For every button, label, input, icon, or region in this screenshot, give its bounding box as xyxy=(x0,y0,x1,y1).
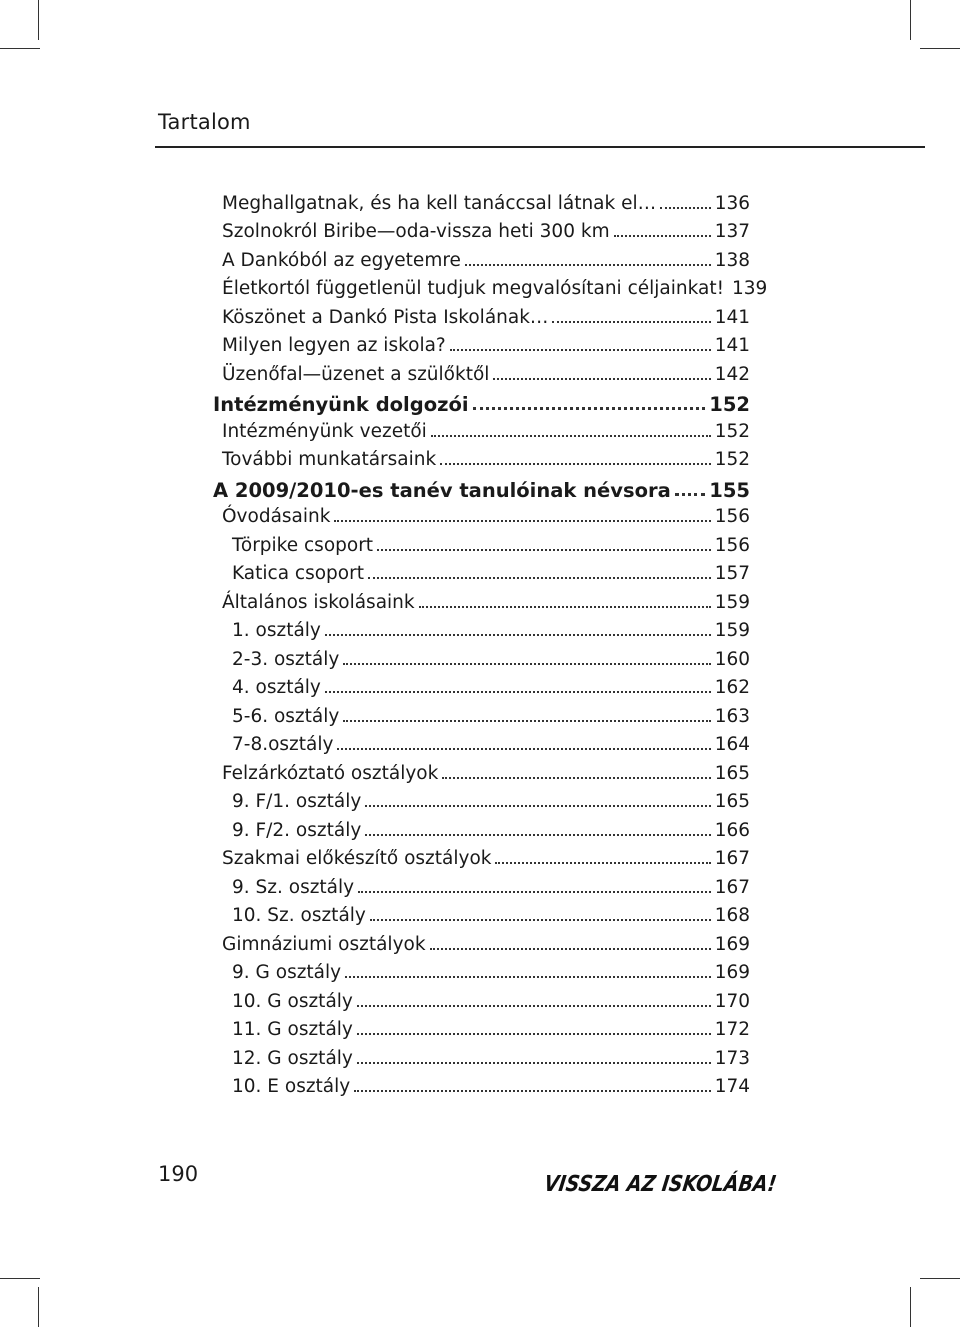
dot-leader xyxy=(495,862,710,864)
toc-entry-title: 4. osztály xyxy=(232,677,321,698)
dot-leader xyxy=(431,435,711,437)
dot-leader xyxy=(325,691,711,693)
dot-leader xyxy=(325,634,711,636)
toc-entry-title: 10. G osztály xyxy=(232,990,353,1012)
dot-leader xyxy=(440,463,710,465)
toc-entry-title: 9. F/1. osztály xyxy=(232,791,362,812)
toc-entry-title: 12. G osztály xyxy=(232,1047,353,1069)
toc-entry-title: Intézményünk dolgozói xyxy=(213,393,469,416)
toc-entry-title: Törpike csoport xyxy=(232,534,374,556)
toc-page-number: 152 xyxy=(709,393,750,416)
toc-entry xyxy=(222,215,750,244)
toc-entry xyxy=(222,414,750,443)
toc-entry xyxy=(232,671,750,700)
toc-entry xyxy=(232,1070,750,1099)
book-logo xyxy=(542,1165,817,1199)
dot-leader xyxy=(430,948,711,950)
toc-entry-title: Általános iskolásaink xyxy=(222,591,415,613)
toc-page-number: 152 xyxy=(714,420,750,442)
toc-page-number: 157 xyxy=(714,563,750,584)
toc-entry xyxy=(222,357,750,386)
dot-leader xyxy=(337,748,710,750)
toc-section xyxy=(213,388,750,417)
dot-leader xyxy=(358,891,711,893)
toc-entry xyxy=(222,842,750,871)
toc-entry xyxy=(222,186,750,215)
dot-leader xyxy=(552,321,710,323)
crop-mark xyxy=(920,1278,960,1279)
toc-entry xyxy=(232,1041,750,1070)
crop-mark xyxy=(0,48,40,49)
toc-entry xyxy=(222,300,750,329)
toc-entry-title: 5-6. osztály xyxy=(232,705,340,727)
crop-mark xyxy=(38,1287,39,1327)
toc-page-number: 166 xyxy=(714,819,750,841)
dot-leader xyxy=(442,777,710,779)
toc-page-number: 142 xyxy=(714,363,750,385)
toc-page-number: 169 xyxy=(714,933,750,955)
toc-entry xyxy=(232,813,750,842)
toc-page-number: 172 xyxy=(714,1019,750,1040)
toc-entry xyxy=(222,585,750,614)
dot-leader xyxy=(465,264,711,266)
book-logo-text: VISSZA AZ ISKOLÁBA! xyxy=(542,1171,817,1197)
toc-entry xyxy=(232,956,750,985)
dot-leader xyxy=(334,520,710,522)
toc-entry-title: Meghallgatnak, és ha kell tanáccsal látnak el… xyxy=(222,192,657,214)
toc-entry xyxy=(222,927,750,956)
toc-page-number: 156 xyxy=(714,506,750,527)
dot-leader xyxy=(365,805,710,807)
toc-entry xyxy=(232,614,750,643)
toc-entry-title: 10. Sz. osztály xyxy=(232,905,366,926)
toc-entry xyxy=(232,642,750,671)
toc-entry-title: Óvodásaink xyxy=(222,506,331,527)
toc-entry-title: 9. Sz. osztály xyxy=(232,876,355,898)
toc-page-number: 167 xyxy=(714,876,750,898)
toc-entry-title: Milyen legyen az iskola? xyxy=(222,335,446,356)
page-header-title: Tartalom xyxy=(158,110,251,134)
toc-entry-title: 10. E osztály xyxy=(232,1076,351,1097)
toc-entry xyxy=(222,500,750,529)
dot-leader xyxy=(368,577,711,579)
toc-entry xyxy=(232,699,750,728)
crop-mark xyxy=(910,1287,911,1327)
toc-page-number: 160 xyxy=(714,648,750,670)
toc-page-number: 138 xyxy=(714,249,750,271)
toc-entry-title: Szolnokról Biribe—oda-vissza heti 300 km xyxy=(222,221,610,242)
toc-entry-title: Gimnáziumi osztályok xyxy=(222,933,426,955)
toc-page-number: 136 xyxy=(714,192,750,214)
toc-entry xyxy=(222,443,750,472)
dot-leader xyxy=(343,663,710,665)
toc-entry xyxy=(222,243,750,272)
toc-entry-title: 7-8.osztály xyxy=(232,734,334,755)
dot-leader xyxy=(614,235,711,237)
dot-leader xyxy=(354,1090,710,1092)
dot-leader xyxy=(345,976,711,978)
toc-entry-title: 11. G osztály xyxy=(232,1019,353,1040)
toc-page-number: 165 xyxy=(714,762,750,784)
toc-section xyxy=(213,473,750,502)
crop-mark xyxy=(38,0,39,40)
toc-entry-title: 9. F/2. osztály xyxy=(232,819,362,841)
dot-leader xyxy=(357,1005,711,1007)
toc-entry-title: Intézményünk vezetői xyxy=(222,420,427,442)
dot-leader xyxy=(357,1062,711,1064)
toc-entry xyxy=(232,1013,750,1042)
toc-entry-title: A 2009/2010-es tanév tanulóinak névsora xyxy=(213,478,671,502)
page-number: 190 xyxy=(158,1162,199,1186)
toc-page-number: 152 xyxy=(714,449,750,470)
toc-page-number: 174 xyxy=(714,1076,750,1097)
toc-entry xyxy=(222,329,750,358)
toc-page-number: 164 xyxy=(714,734,750,755)
toc-entry xyxy=(232,870,750,899)
toc-entry-title: Szakmai előkészítő osztályok xyxy=(222,848,492,869)
toc-entry xyxy=(232,728,750,757)
toc-entry-title: Katica csoport xyxy=(232,563,364,584)
toc-page-number: 169 xyxy=(714,962,750,983)
toc-page-number: 159 xyxy=(714,591,750,613)
toc-entry xyxy=(232,557,750,586)
toc-entry-title: 9. G osztály xyxy=(232,962,342,983)
dot-leader xyxy=(419,606,711,608)
toc-page-number: 162 xyxy=(714,677,750,698)
toc-entry xyxy=(222,272,768,301)
toc-entry xyxy=(232,785,750,814)
toc-entry-title: 2-3. osztály xyxy=(232,648,340,670)
toc-page-number: 168 xyxy=(714,905,750,926)
toc-page-number: 155 xyxy=(709,478,750,502)
crop-mark xyxy=(910,0,911,40)
dot-leader xyxy=(450,349,711,351)
toc-page-number: 137 xyxy=(714,221,750,242)
crop-mark xyxy=(0,1278,40,1279)
toc-entry-title: 1. osztály xyxy=(232,620,321,641)
toc-page-number: 163 xyxy=(714,705,750,727)
toc-entry xyxy=(232,899,750,928)
toc-entry-title: Köszönet a Dankó Pista Iskolának… xyxy=(222,306,549,328)
toc-entry-title: Életkortól függetlenül tudjuk megvalósítani céljainkat! xyxy=(222,278,725,299)
toc-page-number: 139 xyxy=(732,278,768,299)
toc-entry-title: Felzárkóztató osztályok xyxy=(222,762,439,784)
toc-page-number: 141 xyxy=(714,335,750,356)
toc-entry xyxy=(232,984,750,1013)
dot-leader xyxy=(675,493,706,496)
toc-entry xyxy=(222,756,750,785)
toc-page-number: 141 xyxy=(714,306,750,328)
dot-leader xyxy=(493,378,710,380)
toc-entry-title: Üzenőfal—üzenet a szülőktől xyxy=(222,363,490,385)
toc-page-number: 165 xyxy=(714,791,750,812)
dot-leader xyxy=(365,834,710,836)
dot-leader xyxy=(357,1033,711,1035)
header-rule xyxy=(155,146,925,148)
toc-entry-title: További munkatársaink xyxy=(222,449,437,470)
toc-entry-title: A Dankóból az egyetemre xyxy=(222,249,461,271)
toc-page-number: 159 xyxy=(714,620,750,641)
toc-entry xyxy=(232,528,750,557)
toc-page-number: 173 xyxy=(714,1047,750,1069)
dot-leader xyxy=(377,549,711,551)
dot-leader xyxy=(343,720,710,722)
toc-page-number: 167 xyxy=(714,848,750,869)
toc-page-number: 156 xyxy=(714,534,750,556)
crop-mark xyxy=(920,48,960,49)
dot-leader xyxy=(473,407,706,410)
toc-page-number: 170 xyxy=(714,990,750,1012)
dot-leader xyxy=(370,919,711,921)
dot-leader xyxy=(660,207,711,209)
